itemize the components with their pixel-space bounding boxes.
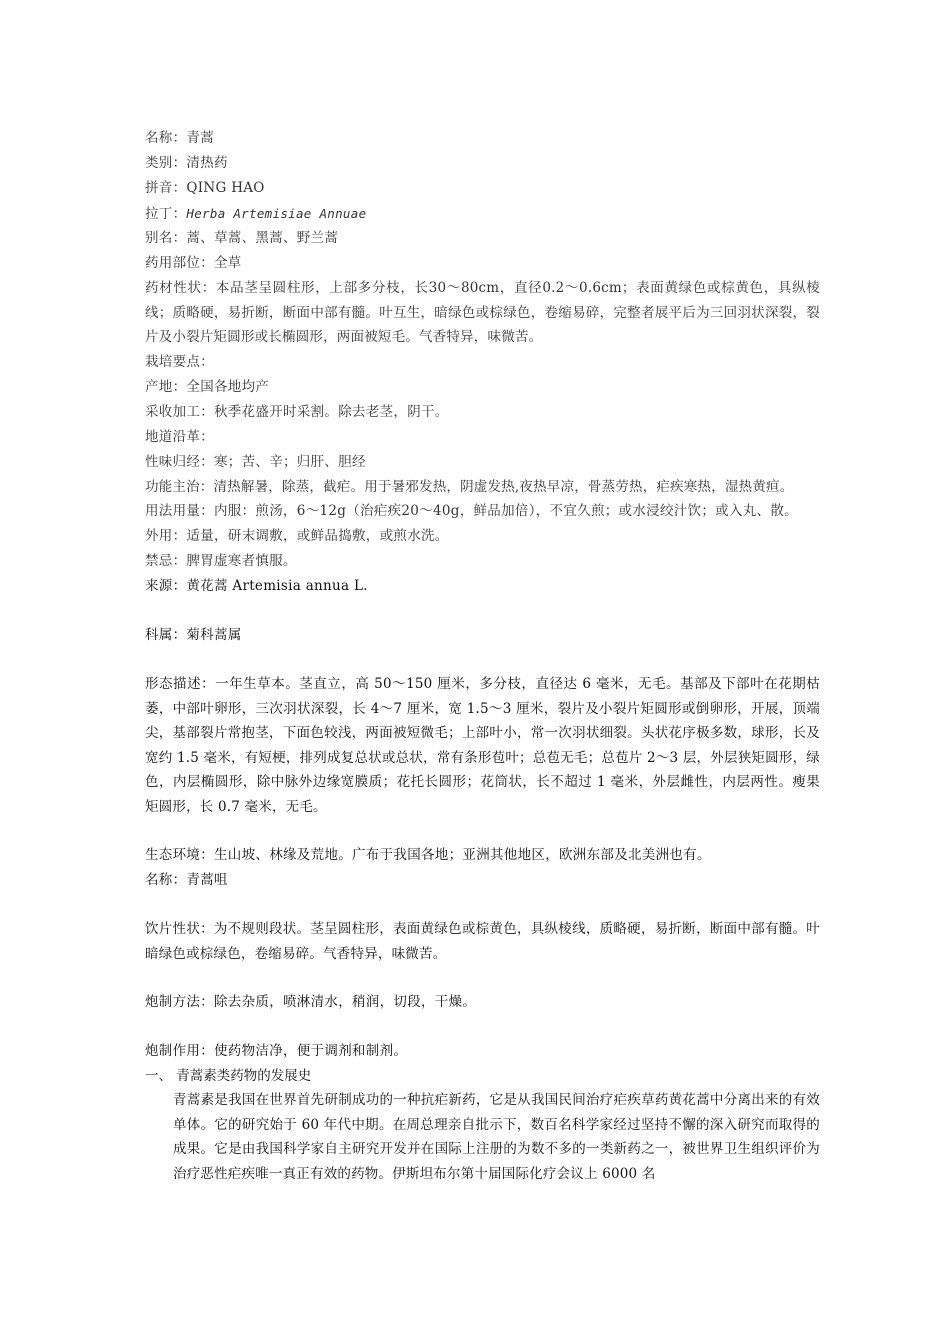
field-nature: 性味归经：寒；苦、辛；归肝、胆经 — [145, 453, 366, 470]
field-processing-method: 炮制方法：除去杂质，喷淋清水，稍润，切段，干燥。 — [145, 994, 477, 1010]
field-contra: 禁忌：脾胃虚寒者慎服。 — [145, 553, 297, 569]
field-source: 来源：黄花蒿 Artemisia annua L. — [145, 578, 368, 594]
latin-label: 拉丁： — [145, 206, 187, 222]
field-harvest: 采收加工：秋季花盛开时采割。除去老茎，阴干。 — [145, 403, 449, 420]
field-history: 地道沿革： — [145, 428, 214, 445]
field-habitat: 生态环境：生山坡、林缘及荒地。广布于我国各地；亚洲其他地区，欧洲东部及北美洲也有。 — [145, 847, 711, 863]
field-function: 功能主治：清热解暑，除蒸，截疟。用于暑邪发热，阴虚发热,夜热早凉，骨蒸劳热，疟疾寒热，湿热黄疸。 — [145, 478, 794, 495]
field-alias: 别名：蒿、草蒿、黑蒿、野兰蒿 — [145, 230, 339, 246]
field-yaocai: 药材性状：本品茎呈圆柱形，上部多分枝，长30～80cm，直径0.2～0.6cm；表面黄绿色或棕黄色，具纵棱线；质略硬，易折断，断面中部有髓。叶互生，暗绿色或棕绿色，卷缩易碎，完整者展平后为三回羽状深裂，裂片及小裂片矩圆形或长椭圆形，两面被短毛。气香特异，味微苦。 — [145, 280, 820, 345]
section-body: 青蒿素是我国在世界首先研制成功的一种抗疟新药，它是从我国民间治疗疟疾草药黄花蒿中分离出来的有效单体。它的研究始于 60 年代中期。在周总理亲自批示下，数百名科学家经过坚持不懈的深入研究而取得的成果。它是由我国科学家自主研究开发并在国际上注册的为数不多的一类新药之一，被世界卫生组织评价为治疗恶性疟疾唯一真正有效的药物。伊斯坦布尔第十届国际化疗会议上 6000 名 — [173, 1092, 820, 1182]
field-external: 外用：适量，研末调敷，或鲜品捣敷，或煎水洗。 — [145, 528, 449, 544]
field-origin: 产地：全国各地均产 — [145, 378, 270, 395]
field-name-2: 名称：青蒿咀 — [145, 872, 228, 888]
field-family: 科属：菊科蒿属 — [145, 627, 242, 643]
field-morphology: 形态描述：一年生草本。茎直立，高 50～150 厘米，多分枝，直径达 6 毫米，无毛。基部及下部叶在花期枯萎，中部叶卵形，三次羽状深裂，长 4～7 厘米，宽 1.5～3 厘米，裂片及小裂片矩圆形或倒卵形，开展，顶端尖，基部裂片常抱茎，下面色较浅，两面被短微毛；上部叶小，常一次羽状细裂。头状花序极多数，球形，长及宽约 1.5 毫米，有短梗，排列成复总状或总状，常有条形苞叶；总苞无毛；总苞片 2～3 层，外层狭矩圆形，绿色，内层椭圆形，除中脉外边缘宽膜质；花托长圆形；花筒状，长不超过 1 毫米，外层雌性，内层两性。瘦果矩圆形，长 0.7 毫米，无毛。 — [145, 676, 820, 815]
field-slice: 饮片性状：为不规则段状。茎呈圆柱形，表面黄绿色或棕黄色，具纵棱线，质略硬，易折断，断面中部有髓。叶暗绿色或棕绿色，卷缩易碎。气香特异，味微苦。 — [145, 921, 820, 962]
field-pinyin: 拼音：QING HAO — [145, 180, 265, 196]
document-page — [145, 126, 820, 1186]
latin-value: Herba Artemisiae Annuae — [186, 206, 367, 221]
field-latin — [145, 201, 820, 226]
field-name: 名称：青蒿 — [145, 130, 214, 146]
field-processing-effect: 炮制作用：使药物洁净，便于调剂和制剂。 — [145, 1043, 408, 1059]
field-cultivation: 栽培要点： — [145, 353, 214, 370]
field-part: 药用部位：全草 — [145, 255, 242, 271]
field-usage: 用法用量：内服：煎汤，6～12g（治疟疾20～40g，鲜品加倍），不宜久煎；或水浸绞汁饮；或入丸、散。 — [145, 503, 798, 519]
field-category: 类别：清热药 — [145, 155, 228, 171]
section-heading: 一、 青蒿素类药物的发展史 — [145, 1068, 312, 1084]
